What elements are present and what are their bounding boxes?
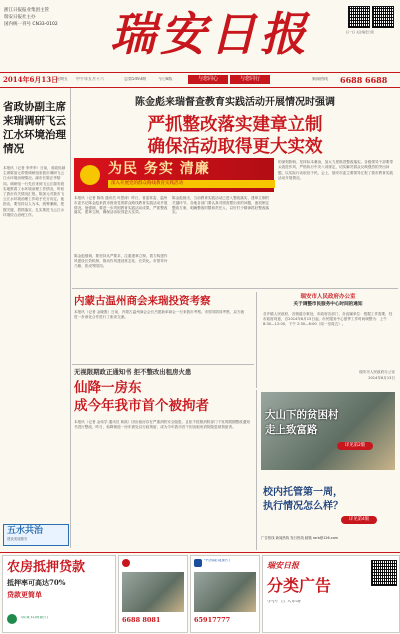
loan-ad-title: 农房抵押贷款 — [7, 560, 86, 575]
qr-caption: 扫一扫 关注瑞安日报 — [346, 30, 374, 34]
bank-logo-icon — [122, 559, 130, 567]
date: 2014年6月13日 — [3, 75, 59, 84]
dateline-bar — [0, 72, 400, 88]
feature-headline-4: 执行情况怎么样？ — [263, 501, 343, 512]
qr-code — [371, 560, 397, 586]
contact-line: 广告热线 新闻热线 发行热线 邮箱 rarb@126.com — [261, 536, 338, 540]
lead-kicker: 陈金彪来瑞督查教育实践活动开展情况时强调 — [135, 97, 335, 108]
publisher-line: 瑞安日报社主办 — [4, 15, 36, 20]
story-landlord — [74, 368, 252, 548]
hotline-label: 新闻热线 — [312, 77, 328, 81]
issue-number: 总第5493期 — [124, 77, 147, 81]
weekday: 星期五 — [56, 77, 68, 81]
story-3-headline-1: 仙降一房东 — [74, 380, 142, 396]
classified-title: 分类广告 — [267, 576, 332, 595]
party-emblem-icon — [80, 165, 100, 185]
qr-code — [372, 6, 394, 28]
ad-construction-bank[interactable] — [190, 555, 260, 633]
divider — [72, 364, 254, 365]
notice-title-2: 关于调整市民服务中心时间的通知 — [293, 302, 363, 307]
feature-page-tag-2[interactable]: 详见第4版 — [341, 516, 377, 524]
feature-page-tag[interactable]: 详见第2版 — [337, 442, 373, 450]
lead-headline-2: 确保活动取得更大实效 — [147, 137, 323, 157]
banner-subtitle: 深入开展党的群众路线教育实践活动 — [108, 180, 275, 188]
bank-logo-icon — [194, 559, 202, 567]
banner-slogan: 为民 务实 清廉 — [108, 161, 210, 177]
newspaper-title: 瑞安日报 — [110, 7, 310, 61]
publisher-line: 国内统一刊号 CN33-0102 — [4, 22, 58, 27]
lead-body-col-3: 陈金彪强调，要坚持从严要求，注重建章立制，着力构建作风建设长效机制，推动作风建设常态化、长效化。市领导叶乃雄、张成等陪同。 — [74, 254, 168, 268]
masthead — [0, 0, 400, 72]
tab-with-you-heart[interactable]: 与您同心 — [188, 75, 228, 84]
five-water-title: 五水共治 — [7, 526, 44, 536]
publisher-line: 浙江日报报业集团主管 — [4, 8, 49, 13]
ad-phone-1: 6688 8081 — [122, 616, 161, 624]
ad-bank-2[interactable] — [118, 555, 188, 633]
ad-classified[interactable] — [262, 555, 400, 633]
story-3-body: 本报讯（记者 金伟学 通讯员 林凯）因出租房存在严重消防安全隐患，且拒不按照消防部门下发的限期整改通知书进行整改，昨日，仙降街道一房东被处以行政拘留，成为今年我市首个因出租房消防隐患被拘留者。 — [74, 420, 250, 430]
five-water-sub: 建设美丽瑞安 — [7, 537, 28, 541]
feature-headline-1: 大山下的贫困村 — [265, 409, 339, 421]
left-body: 本报讯（记者 李华李）日前，省政协副主席陈加元带领调研组来我市调研飞云江水环境治理情况。副市长陈正华陪同。调研组一行先后来到飞云江瑞安段实地察看了水环境治理工作情况，听取了我市有关情况汇报。陈加元对我市飞云江水环境治理工作给予充分肯定。他指出，要坚持以人为本，统筹兼顾，把握关键，狠抓落实，扎实推进飞云江水环境综合治理工作。 — [3, 166, 66, 217]
qr-code — [348, 6, 370, 28]
ad-photo — [194, 572, 256, 612]
government-notice — [256, 292, 397, 388]
feature-column — [256, 390, 399, 550]
five-water-badge — [3, 524, 69, 546]
notice-body: 各乡镇人民政府，各街道办事处，市政府各部门，各直属单位：根据工作需要，经市政府同意，自2014年6月15日起，市民服务中心夏季工作时间调整为：上午 8:30—12:00，下午 2:30—6:00（周一至周五）。 — [263, 312, 393, 326]
loan-ad-sub: 贷款更简单 — [7, 590, 42, 599]
notice-signer: 瑞安市人民政府办公室 — [359, 370, 395, 374]
ads-top-rule — [0, 552, 400, 553]
classified-sub: 小小广告 大市场 — [267, 600, 301, 604]
lunar-date: 甲午年五月十六 — [76, 77, 104, 81]
ad-photo — [122, 572, 184, 612]
feature-headline-3: 校内托管第一周， — [263, 487, 343, 498]
divider — [72, 288, 398, 289]
lead-body-col-2: 陈金彪指出，当前教育实践活动已进入整改落实、建章立制的关键环节。各地各部门要认真对照查摆出来的问题，逐项制定整改方案，明确整改时限和责任人，以钉钉子精神抓好整改落实。 — [172, 196, 270, 215]
left-headline: 省政协副主席来瑞调研飞云江水环境治理情况 — [3, 101, 66, 155]
lead-headline-1: 严抓整改落实建章立制 — [147, 115, 323, 135]
lead-body-col-1: 本报讯（记者 陈伟 通讯员 叶思涛）昨日，省委常委、温州市委书记陈金彪来我市督查党的群众路线教育实践活动开展情况。他强调，要进一步巩固教育实践活动成果，严抓整改落实，建章立制，确保活动取得更大实效。 — [74, 196, 168, 215]
ad-farmhouse-loan[interactable] — [2, 555, 116, 633]
classified-paper-name: 瑞安日报 — [267, 560, 299, 570]
loan-ad-rate: 抵押率可高达70% — [7, 578, 66, 587]
tab-with-you-walk[interactable]: 与您同行 — [230, 75, 270, 84]
feature-headline-2: 走上致富路 — [265, 424, 318, 436]
story-3-headline-2: 成今年我市首个被拘者 — [74, 398, 209, 414]
page-count: 今日8版 — [158, 77, 173, 81]
story-2-headline: 内蒙古温州商会来瑞投资考察 — [74, 295, 211, 307]
notice-title-1: 瑞安市人民政府办公室 — [300, 294, 356, 300]
notice-date: 2014年6月13日 — [368, 376, 395, 380]
story-2-body: 本报讯（记者 金晓胜）日前，内蒙古温州商会会长吕建新率商会一行来我市考察。市领导陪同考察，双方就进一步深化合作进行了座谈交流。 — [74, 310, 245, 319]
left-column — [0, 88, 71, 548]
ad-phone-2: 65917777 — [194, 616, 231, 624]
story-3-kicker: 无视限期政正通知书 拒不整改出租房火患 — [74, 368, 192, 376]
story-investment — [74, 292, 250, 362]
campaign-banner — [74, 158, 274, 192]
loan-ad-bank: 瑞安农商银行 — [21, 616, 49, 620]
right-column-body: 的深刻影响，坚持标本兼治，加大力度推进整改落实。各级领导干部要带头改进作风，严格执行中央八项规定，切实解决群众反映强烈的突出问题，以实际行动取信于民。会上，瑞安市委主要领导汇报了我市教育实践活动开展情况。 — [278, 160, 393, 181]
bank-2-name: 中国建设银行 — [204, 559, 231, 563]
hotline-number: 6688 6688 — [340, 75, 388, 85]
bank-logo-icon — [7, 614, 17, 624]
masthead-publisher-info — [4, 7, 64, 28]
